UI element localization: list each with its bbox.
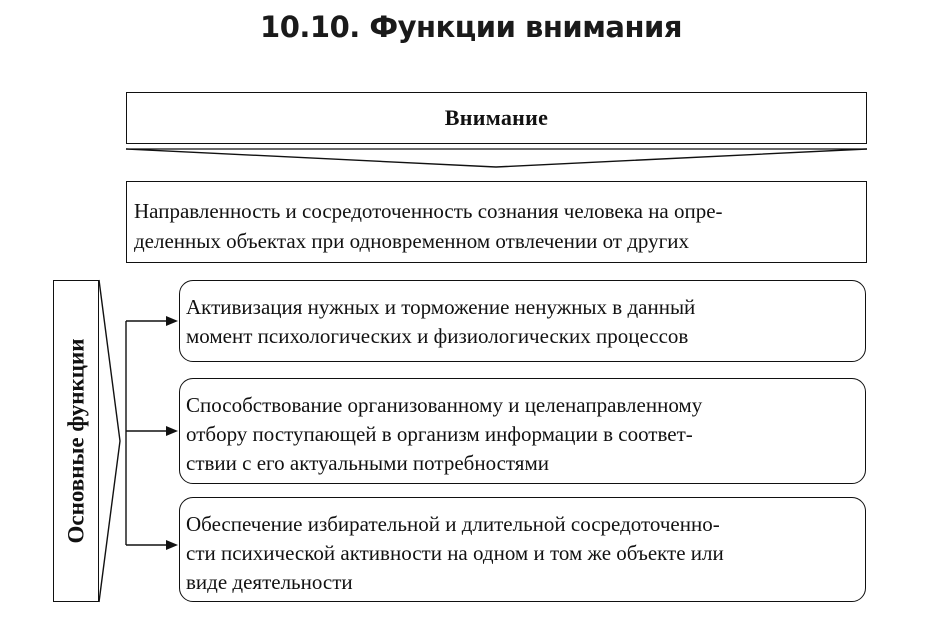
definition-box [126,181,867,263]
function-line: ствии с его актуальными потребностями [186,451,549,475]
function-line: Активизация нужных и торможение ненужных в данный [186,295,696,319]
functions-label: Основные функции [63,338,88,544]
chevron-arrow [126,149,867,167]
concept-name: Внимание [444,105,549,130]
page-title: 10.10. Функции внимания [260,10,682,44]
function-line: Способствование организованному и целенаправленному [186,393,703,417]
arrow-3 [166,540,178,550]
function-line: момент психологических и физиологических процессов [186,324,689,348]
function-box-3 [179,497,866,602]
definition-line: деленных объектах при одновременном отвлечении от других [134,229,689,253]
definition-line: Направленность и сосредоточенность сознания человека на опре- [134,199,723,223]
side-wedge [99,280,120,602]
arrow-2 [166,426,178,436]
function-line: отбору поступающей в организм информации в соответ- [186,422,693,446]
function-box-2 [179,378,866,484]
functions-label-box [53,280,99,602]
function-line: Обеспечение избирательной и длительной сосредоточенно- [186,512,720,536]
function-line: виде деятельности [186,570,353,594]
arrow-1 [166,316,178,326]
function-box-1 [179,280,866,362]
function-line: сти психической активности на одном и том же объекте или [186,541,724,565]
